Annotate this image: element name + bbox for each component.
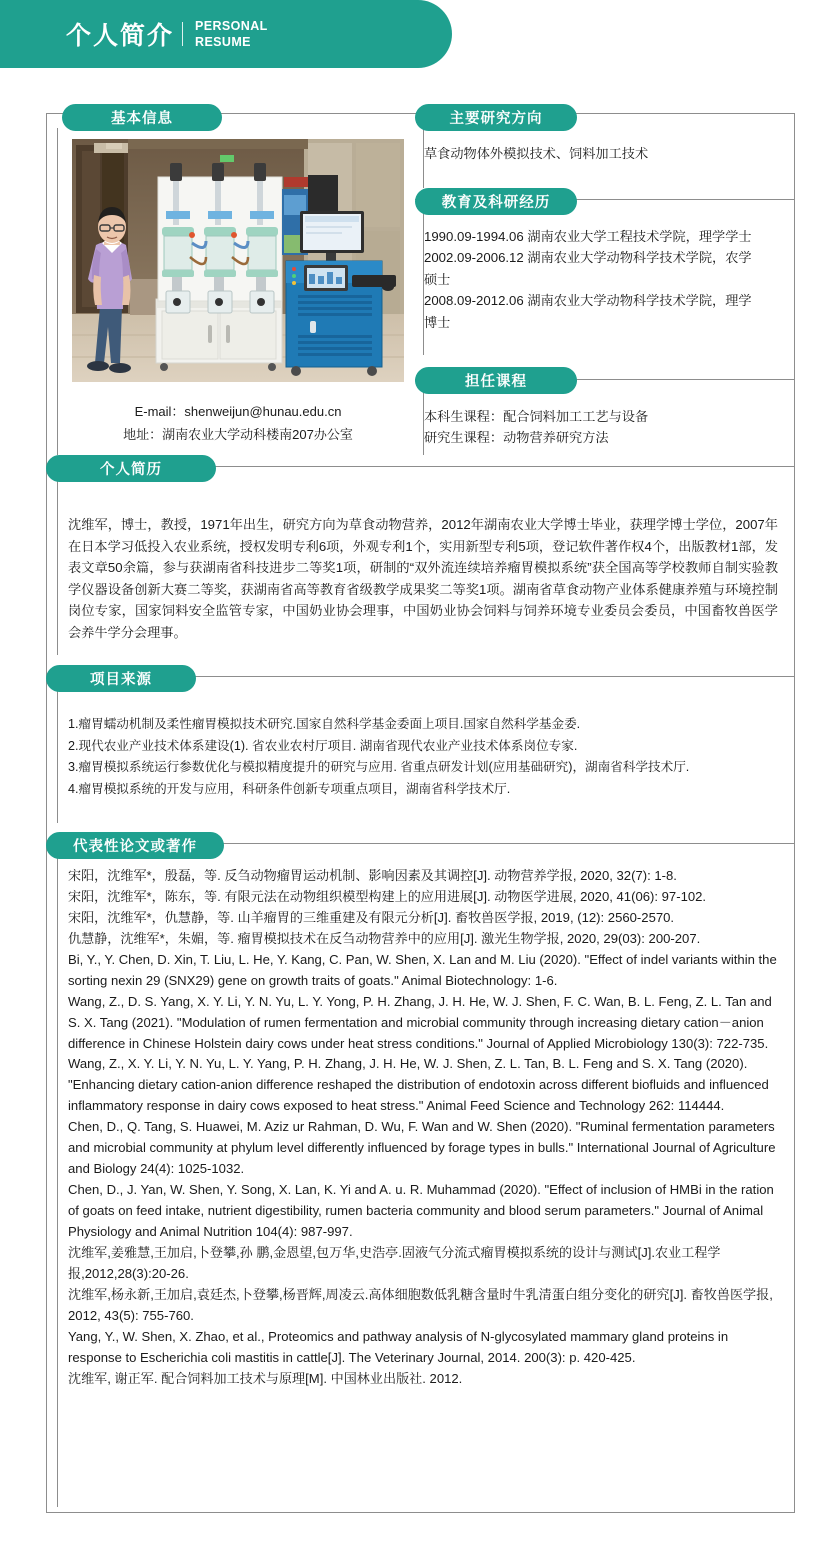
banner-divider xyxy=(182,22,183,46)
vrule-publications xyxy=(57,857,58,1507)
section-heading-basic-info: 基本信息 xyxy=(62,104,222,131)
project-item: 2.现代农业产业技术体系建设(1). 省农业农村厅项目. 湖南省现代农业产业技术体系岗位专家. xyxy=(68,738,578,753)
education-item: 1990.09-1994.06 湖南农业大学工程技术学院，理学学士 xyxy=(424,229,752,244)
section-heading-education: 教育及科研经历 xyxy=(415,188,577,215)
section-heading-resume: 个人简历 xyxy=(46,455,216,482)
publication-item: 沈维军,姜雅慧,王加启,卜登攀,孙 鹏,金恩望,包万华,史浩亭.固液气分流式瘤胃模拟系统的设计与测试[J].农业工程学报,2012,28(3):20-26. xyxy=(68,1244,721,1281)
education-list xyxy=(424,226,756,333)
banner-title-en-line2: RESUME xyxy=(195,35,251,49)
banner-title-en-line1: PERSONAL xyxy=(195,19,268,33)
contact-address: 地址：湖南农业大学动科楼南207办公室 xyxy=(123,427,353,443)
publication-item: 宋阳，沈维军*，仇慧静，等. 山羊瘤胃的三维重建及有限元分析[J]. 畜牧兽医学报, 2019, (12): 2560-2570. xyxy=(68,909,675,925)
courses-item: 本科生课程：配合饲料加工工艺与设备 xyxy=(424,409,649,424)
research-direction-content: 草食动物体外模拟技术、饲料加工技术 xyxy=(424,146,649,161)
vrule-resume xyxy=(57,480,58,655)
project-item: 1.瘤胃蠕动机制及柔性瘤胃模拟技术研究.国家自然科学基金委面上项目.国家自然科学基金委. xyxy=(68,717,581,731)
publication-item: Bi, Y., Y. Chen, D. Xin, T. Liu, L. He, Y. Kang, C. Pan, W. Shen, X. Lan and M. Liu (2020). "Effect of indel variants within the sorting nexin 29 (SNX29) gene on growth traits of goats." Animal Biotechnology: 1-6. xyxy=(68,951,777,988)
publication-item: 沈维军,杨永新,王加启,袁廷杰,卜登攀,杨晋辉,周凌云.高体细胞数低乳糖含量时牛乳清蛋白组分变化的研究[J]. 畜牧兽医学报, 2012, 43(5): 755-760. xyxy=(68,1286,773,1323)
banner-title-cn: 个人简介 xyxy=(66,22,175,50)
education-item: 2008.09-2012.06 湖南农业大学动物科学技术学院，理学博士 xyxy=(424,293,752,330)
section-heading-projects: 项目来源 xyxy=(46,665,196,692)
section-heading-courses: 担任课程 xyxy=(415,367,577,394)
publication-item: 宋阳，沈维军*，陈东，等. 有限元法在动物组织模型构建上的应用进展[J]. 动物医学进展, 2020, 41(06): 97-102. xyxy=(68,888,707,904)
profile-photo-illustration xyxy=(72,139,404,382)
project-item: 3.瘤胃模拟系统运行参数优化与模拟精度提升的研究与应用. 省重点研发计划(应用基础研究)，湖南省科学技术厅. xyxy=(68,760,690,775)
vrule-projects xyxy=(57,690,58,823)
publication-item: 仇慧静，沈维军*，朱媚，等. 瘤胃模拟技术在反刍动物营养中的应用[J]. 激光生物学报, 2020, 29(03): 200-207. xyxy=(68,930,701,946)
publication-item: Wang, Z., D. S. Yang, X. Y. Li, Y. N. Yu, L. Y. Yong, P. H. Zhang, J. H. He, W. J. Shen, F. C. Wan, B. L. Feng, Z. L. Tan and S. X. Tang (2021). "Modulation of rumen fermentation and microbial community through increasing dietary cation－anion difference in Chinese Holstein dairy cows under heat stress conditions." Journal of Applied Microbiology 130(3): 722-735. xyxy=(68,993,772,1051)
banner-title-en xyxy=(195,18,268,50)
publication-item: Chen, D., J. Yan, W. Shen, Y. Song, X. Lan, K. Yi and A. u. R. Muhammad (2020). "Effect of inclusion of HMBi in the ration of goats on feed intake, nutrient digestibility, rumen bacteria community and blood serum parameters." Journal of Animal Physiology and Animal Nutrition 104(4): 987-997. xyxy=(68,1182,774,1239)
section-heading-publications: 代表性论文或著作 xyxy=(46,832,224,859)
publication-item: Chen, D., Q. Tang, S. Huawei, M. Aziz ur Rahman, D. Wu, F. Wan and W. Shen (2020). "Ruminal fermentation parameters and microbial community at phylum level differently influenced by forage types in bulls." International Journal of Agriculture and Biology 24(4): 1025-1032. xyxy=(68,1119,776,1177)
contact-block xyxy=(72,400,404,446)
projects-list xyxy=(68,714,788,801)
profile-photo xyxy=(72,139,404,382)
page-header-banner xyxy=(0,0,452,68)
publications-list xyxy=(68,866,782,1389)
publication-item: 沈维军, 谢正军. 配合饲料加工技术与原理[M]. 中国林业出版社. 2012. xyxy=(68,1370,463,1386)
contact-email: E-mail：shenweijun@hunau.edu.cn xyxy=(134,404,342,419)
publication-item: 宋阳，沈维军*，殷磊，等. 反刍动物瘤胃运动机制、影响因素及其调控[J]. 动物营养学报, 2020, 32(7): 1-8. xyxy=(68,868,677,883)
publication-item: Wang, Z., X. Y. Li, Y. N. Yu, L. Y. Yang, P. H. Zhang, J. H. He, W. J. Shen, Z. L. Tan, B. L. Feng and S. X. Tang (2020). "Enhancing dietary cation-anion difference reshaped the distribution of endotoxin across different biofluids and influenced inflammatory response in dairy cows exposed to heat stress." Animal Feed Science and Technology 262: 114444. xyxy=(68,1056,769,1114)
courses-list xyxy=(424,406,776,449)
vrule-basic-info xyxy=(57,128,58,455)
publication-item: Yang, Y., W. Shen, X. Zhao, et al., Proteomics and pathway analysis of N-glycosylated mammary gland proteins in response to Escherichia coli mastitis in cattle[J]. The Veterinary Journal, 2014. 200(3): p. 420-425. xyxy=(68,1328,729,1365)
section-heading-research-direction: 主要研究方向 xyxy=(415,104,577,131)
resume-content: 沈维军，博士，教授，1971年出生，研究方向为草食动物营养，2012年湖南农业大学博士毕业，获理学博士学位，2007年在日本学习低投入农业系统，授权发明专利6项，外观专利1个，实用新型专利5项，登记软件著作权4个，出版教材1部，发表文章50余篇，参与获湖南省科技进步二等奖1项，研制的“双外流连续培养瘤胃模拟系统”获全国高等学校教师自制实验教学仪器设备创新大赛二等奖，获湖南省高等教育省级教学成果奖二等奖1项。湖南省草食动物产业体系健康养殖与环境控制岗位专家，国家饲料安全监管专家，中国奶业协会理事，中国奶业协会饲料与饲养环境专业委员会委员，中国畜牧兽医学会养牛学分会理事。 xyxy=(68,517,778,640)
project-item: 4.瘤胃模拟系统的开发与应用，科研条件创新专项重点项目，湖南省科学技术厅. xyxy=(68,781,511,796)
education-item: 2002.09-2006.12 湖南农业大学动物科学技术学院，农学硕士 xyxy=(424,250,752,287)
courses-item: 研究生课程：动物营养研究方法 xyxy=(424,430,609,446)
